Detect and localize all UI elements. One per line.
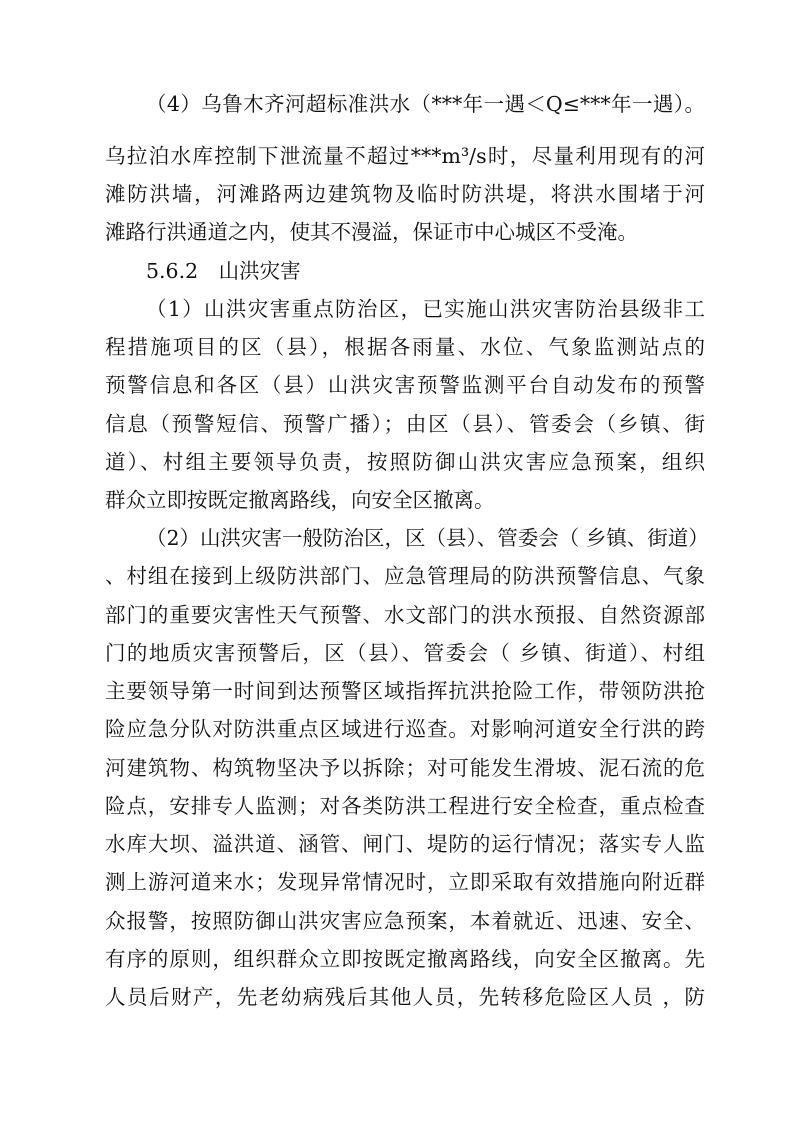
text-line: 群众立即按既定撤离路线，向安全区撤离。 xyxy=(105,488,495,512)
text-line: 测上游河道来水；发现异常情况时，立即采取有效措施向附近群 xyxy=(105,870,705,894)
text-line: 预警信息和各区（县）山洪灾害预警监测平台自动发布的预警 xyxy=(105,373,705,397)
text-line: 众报警，按照防御山洪灾害应急预案，本着就近、迅速、安全、 xyxy=(105,909,705,933)
text-line: 有序的原则，组织群众立即按既定撤离路线，向安全区撤离。先 xyxy=(105,947,705,971)
text-line: 险点，安排专人监测；对各类防洪工程进行安全检查，重点检查 xyxy=(105,794,705,818)
text-line: 道）、村组主要领导负责，按照防御山洪灾害应急预案，组织 xyxy=(105,450,705,474)
text-line: 门的地质灾害预警后，区（县）、管委会（ 乡镇、街道）、村组 xyxy=(105,641,705,665)
text-line: 程措施项目的区（县），根据各雨量、水位、气象监测站点的 xyxy=(105,335,705,359)
text-line: 部门的重要灾害性天气预警、水文部门的洪水预报、自然资源部 xyxy=(105,603,705,627)
text-line: （2）山洪灾害一般防治区，区（县）、管委会（ 乡镇、街道） xyxy=(146,526,709,550)
text-line: 信息（预警短信、预警广播）；由区（县）、管委会（乡镇、街 xyxy=(105,412,705,436)
text-line: 人员后财产，先老幼病残后其他人员，先转移危险区人员 ，防 xyxy=(105,985,705,1009)
text-line: （4）乌鲁木齐河超标准洪水（***年一遇＜Q≤***年一遇）。 xyxy=(146,92,705,116)
text-line: 险应急分队对防洪重点区域进行巡查。对影响河道安全行洪的跨 xyxy=(105,717,705,741)
text-line: 滩防洪墙，河滩路两边建筑物及临时防洪堤，将洪水围堵于河 xyxy=(105,182,705,206)
text-line: 河建筑物、构筑物坚决予以拆除；对可能发生滑坡、泥石流的危 xyxy=(105,756,705,780)
text-line: 乌拉泊水库控制下泄流量不超过***m³/s时，尽量利用现有的河 xyxy=(105,144,705,168)
text-line: 滩路行洪通道之内，使其不漫溢，保证市中心城区不受淹。 xyxy=(105,220,638,244)
text-line: 水库大坝、溢洪道、涵管、闸门、堤防的运行情况；落实专人监 xyxy=(105,832,705,856)
text-line: 、村组在接到上级防洪部门、应急管理局的防洪预警信息、气象 xyxy=(105,564,705,588)
text-line: 主要领导第一时间到达预警区域指挥抗洪抢险工作，带领防洪抢 xyxy=(105,679,705,703)
section-heading: 5.6.2 山洪灾害 xyxy=(146,259,301,283)
text-line: （1）山洪灾害重点防治区，已实施山洪灾害防治县级非工 xyxy=(146,297,705,321)
